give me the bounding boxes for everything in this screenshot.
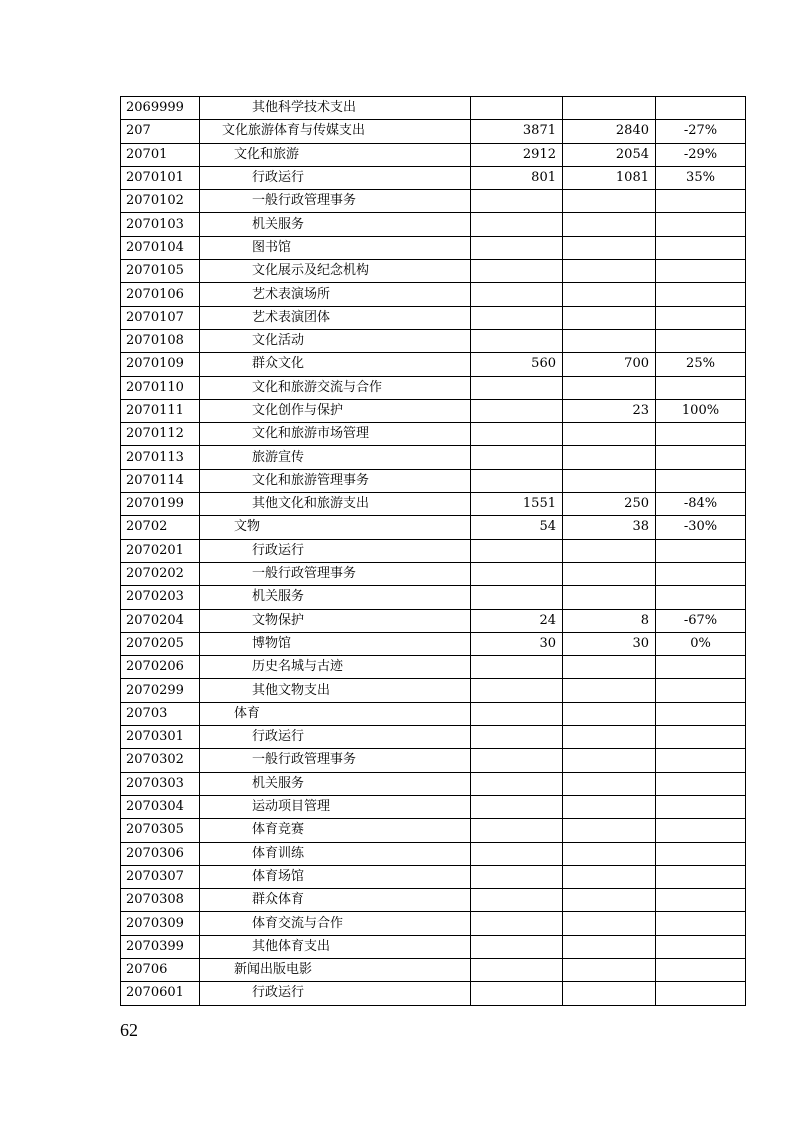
table-row [121, 935, 746, 958]
change-percent-cell: -67% [656, 609, 746, 632]
account-code-cell: 20702 [121, 516, 200, 539]
change-percent-cell [656, 236, 746, 259]
account-name-cell: 群众体育 [200, 889, 471, 912]
account-name-cell: 行政运行 [200, 726, 471, 749]
change-percent-cell [656, 539, 746, 562]
prior-amount-cell: 3871 [471, 120, 563, 143]
prior-amount-cell [471, 469, 563, 492]
current-amount-cell [563, 260, 656, 283]
table-row [121, 958, 746, 981]
change-percent-cell [656, 819, 746, 842]
account-name-cell: 文化活动 [200, 329, 471, 352]
table-row [121, 469, 746, 492]
account-code-cell: 2070204 [121, 609, 200, 632]
current-amount-cell [563, 795, 656, 818]
account-name-cell: 艺术表演场所 [200, 283, 471, 306]
change-percent-cell [656, 889, 746, 912]
table-row [121, 795, 746, 818]
current-amount-cell [563, 679, 656, 702]
account-code-cell: 2070305 [121, 819, 200, 842]
account-name-cell: 历史名城与古迹 [200, 656, 471, 679]
table-row [121, 399, 746, 422]
change-percent-cell [656, 190, 746, 213]
account-code-cell: 20701 [121, 143, 200, 166]
account-code-cell: 2070103 [121, 213, 200, 236]
table-row [121, 749, 746, 772]
account-code-cell: 2069999 [121, 97, 200, 120]
table-row [121, 166, 746, 189]
current-amount-cell [563, 236, 656, 259]
account-name-cell: 行政运行 [200, 539, 471, 562]
prior-amount-cell: 24 [471, 609, 563, 632]
current-amount-cell [563, 469, 656, 492]
prior-amount-cell [471, 772, 563, 795]
current-amount-cell [563, 702, 656, 725]
change-percent-cell [656, 586, 746, 609]
account-name-cell: 博物馆 [200, 632, 471, 655]
change-percent-cell [656, 749, 746, 772]
prior-amount-cell [471, 539, 563, 562]
change-percent-cell [656, 213, 746, 236]
account-name-cell: 机关服务 [200, 586, 471, 609]
current-amount-cell [563, 376, 656, 399]
current-amount-cell [563, 283, 656, 306]
change-percent-cell [656, 469, 746, 492]
table-row [121, 702, 746, 725]
account-name-cell: 文化和旅游交流与合作 [200, 376, 471, 399]
change-percent-cell [656, 842, 746, 865]
account-code-cell: 2070114 [121, 469, 200, 492]
account-name-cell: 一般行政管理事务 [200, 190, 471, 213]
table-row [121, 982, 746, 1005]
account-code-cell: 2070107 [121, 306, 200, 329]
account-code-cell: 2070199 [121, 493, 200, 516]
account-code-cell: 2070112 [121, 423, 200, 446]
table-row [121, 912, 746, 935]
change-percent-cell: -30% [656, 516, 746, 539]
account-name-cell: 体育交流与合作 [200, 912, 471, 935]
current-amount-cell [563, 749, 656, 772]
table-row [121, 143, 746, 166]
prior-amount-cell: 30 [471, 632, 563, 655]
change-percent-cell: -84% [656, 493, 746, 516]
account-code-cell: 2070104 [121, 236, 200, 259]
prior-amount-cell [471, 213, 563, 236]
account-code-cell: 20706 [121, 958, 200, 981]
account-name-cell: 体育竞赛 [200, 819, 471, 842]
current-amount-cell [563, 539, 656, 562]
current-amount-cell [563, 213, 656, 236]
prior-amount-cell [471, 982, 563, 1005]
change-percent-cell: -27% [656, 120, 746, 143]
account-code-cell: 2070301 [121, 726, 200, 749]
table-row [121, 889, 746, 912]
change-percent-cell [656, 679, 746, 702]
current-amount-cell [563, 889, 656, 912]
change-percent-cell [656, 912, 746, 935]
prior-amount-cell [471, 306, 563, 329]
prior-amount-cell [471, 958, 563, 981]
account-code-cell: 2070101 [121, 166, 200, 189]
prior-amount-cell [471, 586, 563, 609]
prior-amount-cell [471, 329, 563, 352]
account-name-cell: 运动项目管理 [200, 795, 471, 818]
budget-table-body [121, 97, 746, 1006]
account-name-cell: 文化和旅游 [200, 143, 471, 166]
account-code-cell: 2070205 [121, 632, 200, 655]
current-amount-cell [563, 190, 656, 213]
table-row [121, 306, 746, 329]
table-row [121, 120, 746, 143]
change-percent-cell [656, 376, 746, 399]
account-name-cell: 其他科学技术支出 [200, 97, 471, 120]
table-row [121, 423, 746, 446]
account-name-cell: 旅游宣传 [200, 446, 471, 469]
table-row [121, 446, 746, 469]
account-code-cell: 2070307 [121, 865, 200, 888]
current-amount-cell: 2840 [563, 120, 656, 143]
change-percent-cell [656, 260, 746, 283]
current-amount-cell [563, 819, 656, 842]
table-row [121, 632, 746, 655]
account-code-cell: 2070601 [121, 982, 200, 1005]
prior-amount-cell [471, 656, 563, 679]
change-percent-cell: 35% [656, 166, 746, 189]
account-code-cell: 2070206 [121, 656, 200, 679]
change-percent-cell [656, 562, 746, 585]
account-name-cell: 行政运行 [200, 166, 471, 189]
change-percent-cell [656, 935, 746, 958]
current-amount-cell: 23 [563, 399, 656, 422]
current-amount-cell [563, 772, 656, 795]
change-percent-cell [656, 982, 746, 1005]
prior-amount-cell [471, 376, 563, 399]
table-row [121, 656, 746, 679]
account-code-cell: 2070108 [121, 329, 200, 352]
change-percent-cell [656, 795, 746, 818]
current-amount-cell: 700 [563, 353, 656, 376]
prior-amount-cell [471, 260, 563, 283]
account-code-cell: 2070109 [121, 353, 200, 376]
account-name-cell: 文化和旅游管理事务 [200, 469, 471, 492]
current-amount-cell [563, 329, 656, 352]
prior-amount-cell: 2912 [471, 143, 563, 166]
prior-amount-cell [471, 865, 563, 888]
prior-amount-cell [471, 97, 563, 120]
current-amount-cell [563, 912, 656, 935]
account-name-cell: 艺术表演团体 [200, 306, 471, 329]
prior-amount-cell [471, 236, 563, 259]
current-amount-cell [563, 97, 656, 120]
account-name-cell: 其他体育支出 [200, 935, 471, 958]
account-code-cell: 207 [121, 120, 200, 143]
table-row [121, 236, 746, 259]
prior-amount-cell [471, 935, 563, 958]
account-code-cell: 2070111 [121, 399, 200, 422]
change-percent-cell [656, 446, 746, 469]
account-name-cell: 一般行政管理事务 [200, 562, 471, 585]
account-name-cell: 文化创作与保护 [200, 399, 471, 422]
prior-amount-cell [471, 749, 563, 772]
account-code-cell: 2070106 [121, 283, 200, 306]
prior-amount-cell [471, 423, 563, 446]
prior-amount-cell: 560 [471, 353, 563, 376]
account-code-cell: 2070202 [121, 562, 200, 585]
account-code-cell: 20703 [121, 702, 200, 725]
current-amount-cell [563, 423, 656, 446]
prior-amount-cell [471, 726, 563, 749]
table-row [121, 283, 746, 306]
current-amount-cell [563, 586, 656, 609]
change-percent-cell [656, 329, 746, 352]
prior-amount-cell [471, 912, 563, 935]
account-code-cell: 2070304 [121, 795, 200, 818]
current-amount-cell [563, 982, 656, 1005]
change-percent-cell [656, 772, 746, 795]
current-amount-cell: 250 [563, 493, 656, 516]
current-amount-cell: 38 [563, 516, 656, 539]
account-name-cell: 体育 [200, 702, 471, 725]
prior-amount-cell [471, 795, 563, 818]
change-percent-cell [656, 423, 746, 446]
table-row [121, 329, 746, 352]
change-percent-cell: -29% [656, 143, 746, 166]
account-name-cell: 其他文物支出 [200, 679, 471, 702]
prior-amount-cell [471, 446, 563, 469]
current-amount-cell [563, 306, 656, 329]
current-amount-cell [563, 842, 656, 865]
table-row [121, 842, 746, 865]
current-amount-cell [563, 446, 656, 469]
budget-table [120, 96, 746, 1006]
table-row [121, 190, 746, 213]
account-code-cell: 2070306 [121, 842, 200, 865]
account-name-cell: 文化展示及纪念机构 [200, 260, 471, 283]
account-code-cell: 2070309 [121, 912, 200, 935]
table-row [121, 819, 746, 842]
change-percent-cell [656, 702, 746, 725]
account-name-cell: 机关服务 [200, 213, 471, 236]
account-name-cell: 其他文化和旅游支出 [200, 493, 471, 516]
prior-amount-cell [471, 702, 563, 725]
account-name-cell: 体育训练 [200, 842, 471, 865]
account-name-cell: 图书馆 [200, 236, 471, 259]
table-row [121, 539, 746, 562]
prior-amount-cell: 801 [471, 166, 563, 189]
current-amount-cell: 1081 [563, 166, 656, 189]
page-number: 62 [120, 1020, 138, 1040]
table-row [121, 586, 746, 609]
table-row [121, 97, 746, 120]
change-percent-cell [656, 283, 746, 306]
account-code-cell: 2070113 [121, 446, 200, 469]
table-row [121, 213, 746, 236]
current-amount-cell [563, 562, 656, 585]
change-percent-cell [656, 97, 746, 120]
account-name-cell: 行政运行 [200, 982, 471, 1005]
account-name-cell: 文物 [200, 516, 471, 539]
current-amount-cell [563, 958, 656, 981]
account-code-cell: 2070302 [121, 749, 200, 772]
table-row [121, 865, 746, 888]
account-name-cell: 机关服务 [200, 772, 471, 795]
current-amount-cell [563, 656, 656, 679]
current-amount-cell [563, 865, 656, 888]
table-row [121, 679, 746, 702]
account-code-cell: 2070399 [121, 935, 200, 958]
prior-amount-cell [471, 842, 563, 865]
table-row [121, 493, 746, 516]
table-row [121, 516, 746, 539]
change-percent-cell [656, 726, 746, 749]
account-name-cell: 文化旅游体育与传媒支出 [200, 120, 471, 143]
prior-amount-cell [471, 283, 563, 306]
account-code-cell: 2070102 [121, 190, 200, 213]
account-name-cell: 文物保护 [200, 609, 471, 632]
account-name-cell: 群众文化 [200, 353, 471, 376]
current-amount-cell: 30 [563, 632, 656, 655]
change-percent-cell: 0% [656, 632, 746, 655]
change-percent-cell: 100% [656, 399, 746, 422]
table-row [121, 772, 746, 795]
account-code-cell: 2070201 [121, 539, 200, 562]
account-name-cell: 新闻出版电影 [200, 958, 471, 981]
change-percent-cell: 25% [656, 353, 746, 376]
change-percent-cell [656, 306, 746, 329]
prior-amount-cell [471, 562, 563, 585]
account-code-cell: 2070303 [121, 772, 200, 795]
prior-amount-cell [471, 819, 563, 842]
current-amount-cell: 2054 [563, 143, 656, 166]
account-code-cell: 2070110 [121, 376, 200, 399]
prior-amount-cell [471, 399, 563, 422]
account-name-cell: 体育场馆 [200, 865, 471, 888]
change-percent-cell [656, 865, 746, 888]
prior-amount-cell: 1551 [471, 493, 563, 516]
table-row [121, 260, 746, 283]
table-row [121, 609, 746, 632]
account-name-cell: 一般行政管理事务 [200, 749, 471, 772]
table-row [121, 562, 746, 585]
table-row [121, 726, 746, 749]
account-code-cell: 2070203 [121, 586, 200, 609]
current-amount-cell [563, 726, 656, 749]
change-percent-cell [656, 958, 746, 981]
prior-amount-cell [471, 679, 563, 702]
table-row [121, 376, 746, 399]
prior-amount-cell [471, 190, 563, 213]
change-percent-cell [656, 656, 746, 679]
current-amount-cell: 8 [563, 609, 656, 632]
account-code-cell: 2070105 [121, 260, 200, 283]
account-code-cell: 2070299 [121, 679, 200, 702]
table-row [121, 353, 746, 376]
account-name-cell: 文化和旅游市场管理 [200, 423, 471, 446]
prior-amount-cell: 54 [471, 516, 563, 539]
current-amount-cell [563, 935, 656, 958]
prior-amount-cell [471, 889, 563, 912]
account-code-cell: 2070308 [121, 889, 200, 912]
